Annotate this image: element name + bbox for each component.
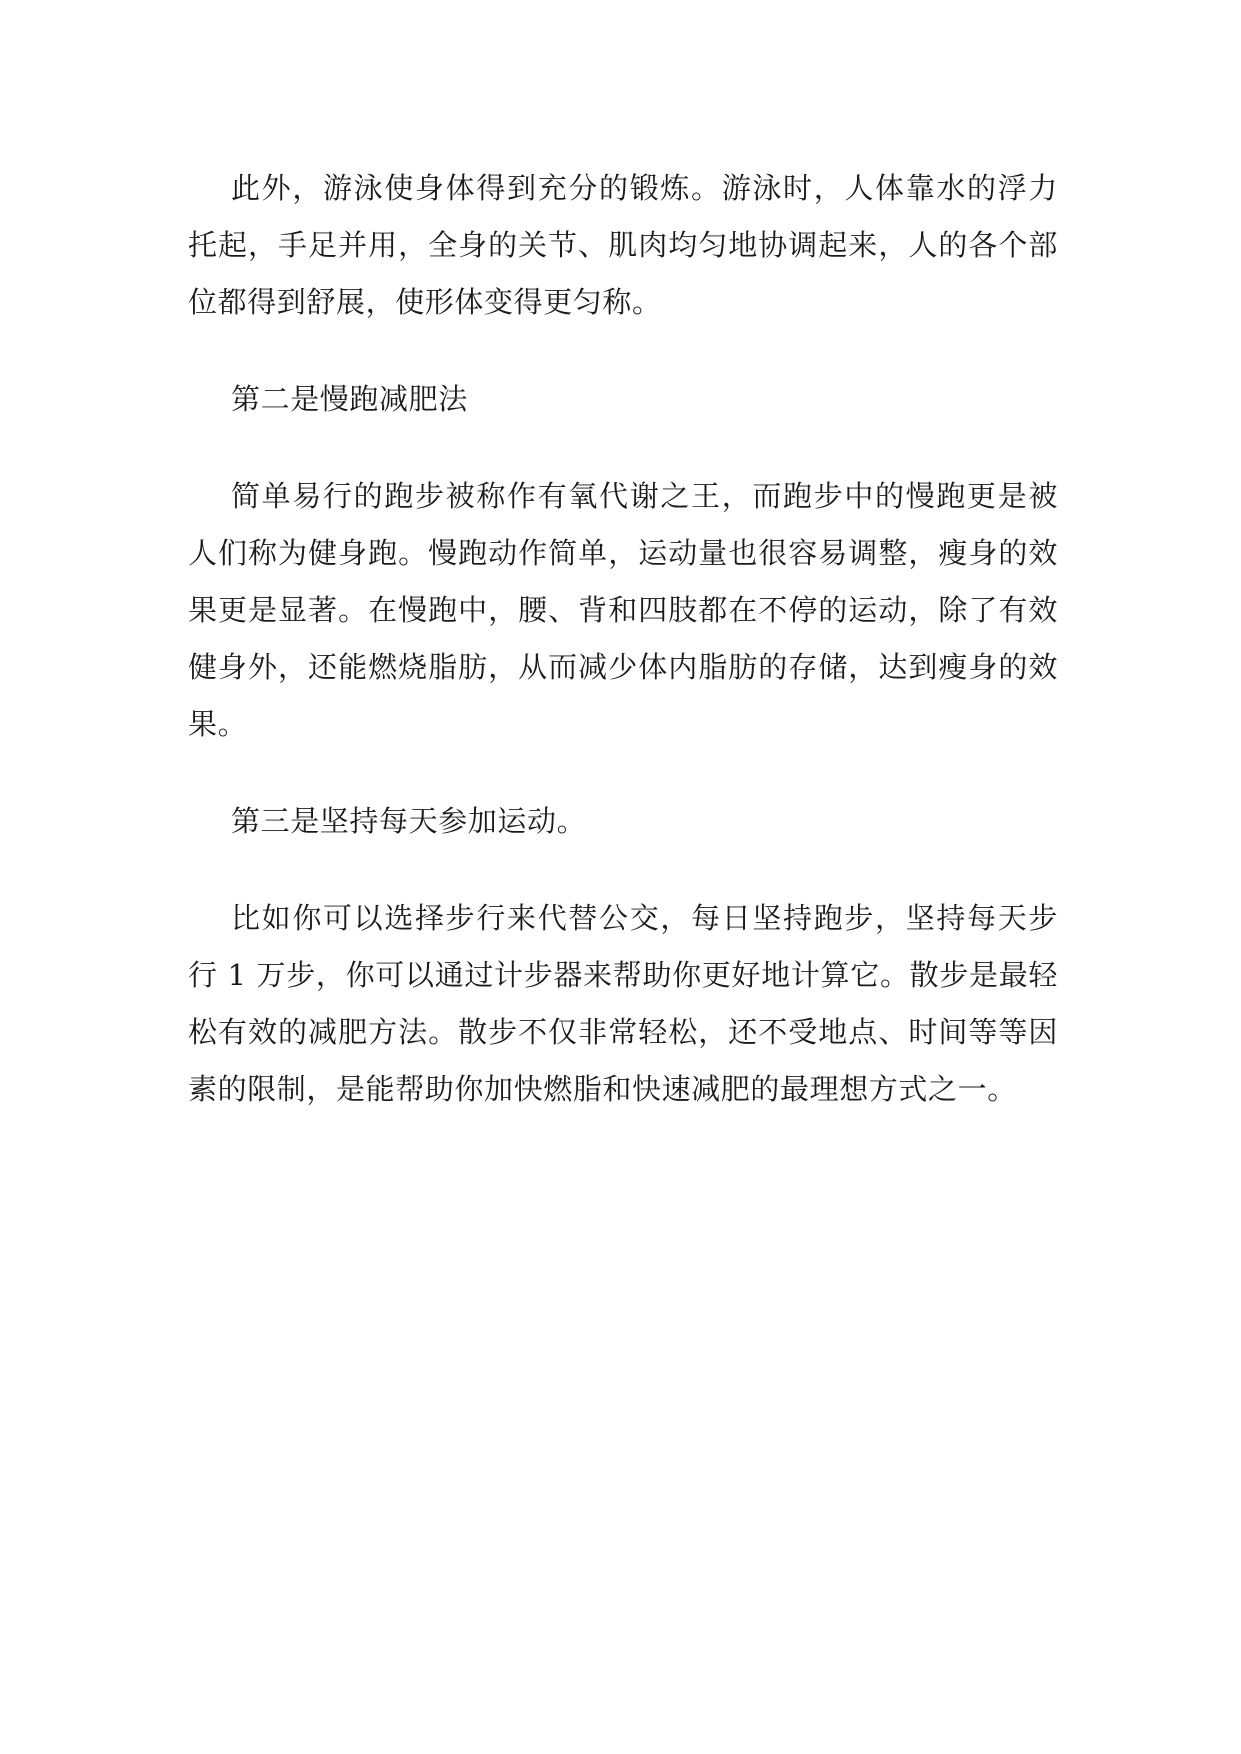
paragraph-swimming-benefits: 此外，游泳使身体得到充分的锻炼。游泳时，人体靠水的浮力托起，手足并用，全身的关节、肌肉均匀地协调起来，人的各个部位都得到舒展，使形体变得更匀称。 <box>188 171 1058 319</box>
heading-jogging-method: 第二是慢跑减肥法 <box>231 382 468 416</box>
heading-daily-exercise: 第三是坚持每天参加运动。 <box>231 804 587 838</box>
paragraph-walking-details: 比如你可以选择步行来代替公交，每日坚持跑步，坚持每天步行 1 万步，你可以通过计步器来帮助你更好地计算它。散步是最轻松有效的减肥方法。散步不仅非常轻松，还不受地点、时间等等因素的限制，是能帮助你加快燃脂和快速减肥的最理想方式之一。 <box>188 901 1058 1106</box>
document-body <box>188 160 1058 1118</box>
paragraph-jogging-details: 简单易行的跑步被称作有氧代谢之王，而跑步中的慢跑更是被人们称为健身跑。慢跑动作简单，运动量也很容易调整，瘦身的效果更是显著。在慢跑中，腰、背和四肢都在不停的运动，除了有效健身外，还能燃烧脂肪，从而减少体内脂肪的存储，达到瘦身的效果。 <box>188 479 1058 741</box>
